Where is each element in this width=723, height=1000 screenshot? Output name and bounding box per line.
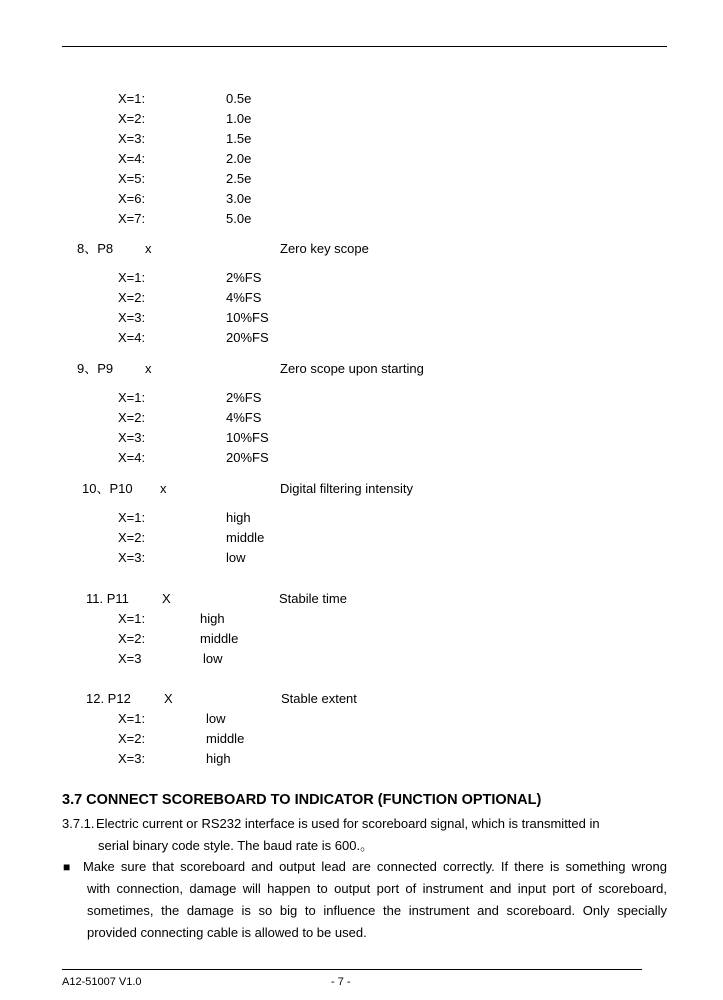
- option-value: 4%FS: [226, 410, 262, 425]
- option-value: middle: [200, 631, 239, 646]
- option-key: X=6:: [118, 191, 146, 206]
- param-x: x: [145, 361, 152, 376]
- option-key: X=1:: [118, 390, 146, 405]
- option-key: X=4:: [118, 330, 146, 345]
- option-value: 4%FS: [226, 290, 262, 305]
- item-text-line2: serial binary code style. The baud rate is 600.。: [98, 838, 374, 853]
- option-key: X=3:: [118, 550, 146, 565]
- param-title: Zero key scope: [280, 241, 369, 256]
- option-value: 20%FS: [226, 450, 269, 465]
- param-x: x: [160, 481, 167, 496]
- option-value: high: [200, 611, 225, 626]
- option-key: X=3:: [118, 310, 146, 325]
- param-title: Digital filtering intensity: [280, 481, 413, 496]
- option-value: high: [226, 510, 251, 525]
- option-value: 3.0e: [226, 191, 252, 206]
- param-title: Zero scope upon starting: [280, 361, 424, 376]
- param-x: X: [164, 691, 173, 706]
- option-key: X=4:: [118, 151, 146, 166]
- option-value: low: [203, 651, 223, 666]
- option-key: X=1:: [118, 611, 146, 626]
- option-key: X=2:: [118, 410, 146, 425]
- option-key: X=3:: [118, 430, 146, 445]
- option-value: 2%FS: [226, 390, 262, 405]
- option-key: X=7:: [118, 211, 146, 226]
- param-x: x: [145, 241, 152, 256]
- option-value: 1.5e: [226, 131, 252, 146]
- option-value: middle: [226, 530, 265, 545]
- option-value: 2.5e: [226, 171, 252, 186]
- option-value: low: [226, 550, 246, 565]
- option-key: X=2:: [118, 111, 146, 126]
- option-value: low: [206, 711, 226, 726]
- footer-rule: [62, 969, 642, 970]
- option-key: X=3: [118, 651, 142, 666]
- param-number: 11. P11: [86, 591, 129, 606]
- option-key: X=2:: [118, 631, 146, 646]
- option-key: X=2:: [118, 290, 146, 305]
- option-value: 20%FS: [226, 330, 269, 345]
- bullet-icon: ■: [63, 860, 71, 874]
- option-value: high: [206, 751, 231, 766]
- option-value: 2%FS: [226, 270, 262, 285]
- item-text-line1: Electric current or RS232 interface is used for scoreboard signal, which is transmitted in: [96, 816, 600, 831]
- option-key: X=1:: [118, 270, 146, 285]
- option-value: 10%FS: [226, 310, 269, 325]
- param-number: 10、P10: [82, 481, 133, 496]
- param-x: X: [162, 591, 171, 606]
- option-key: X=1:: [118, 91, 146, 106]
- header-rule: [62, 46, 667, 47]
- option-key: X=1:: [118, 510, 146, 525]
- option-value: 0.5e: [226, 91, 252, 106]
- bullet-line: Make sure that scoreboard and output lead are connected correctly. If there is something wrong: [83, 859, 667, 874]
- option-key: X=3:: [118, 751, 146, 766]
- section-heading: 3.7 CONNECT SCOREBOARD TO INDICATOR (FUNCTION OPTIONAL): [62, 792, 542, 808]
- bullet-paragraph: [83, 856, 667, 944]
- param-number: 9、P9: [77, 361, 114, 376]
- footer-doc-id: A12-51007 V1.0: [62, 976, 142, 988]
- param-number: 12. P12: [86, 691, 131, 706]
- param-number: 8、P8: [77, 241, 114, 256]
- option-key: X=4:: [118, 450, 146, 465]
- option-key: X=2:: [118, 530, 146, 545]
- option-value: 5.0e: [226, 211, 252, 226]
- option-key: X=1:: [118, 711, 146, 726]
- option-value: middle: [206, 731, 245, 746]
- option-key: X=3:: [118, 131, 146, 146]
- option-key: X=2:: [118, 731, 146, 746]
- param-title: Stabile time: [279, 591, 347, 606]
- option-value: 1.0e: [226, 111, 252, 126]
- bullet-line: with connection, damage will happen to output port of instrument and input port of scoreboard,: [87, 881, 667, 896]
- option-value: 2.0e: [226, 151, 252, 166]
- option-value: 10%FS: [226, 430, 269, 445]
- bullet-line: provided connecting cable is allowed to be used.: [87, 925, 367, 940]
- bullet-line: sometimes, the damage is so big to influence the instrument and scoreboard. Only specially: [87, 903, 667, 918]
- param-title: Stable extent: [281, 691, 357, 706]
- footer-page-number: - 7 -: [331, 976, 351, 988]
- item-number: 3.7.1.: [62, 816, 95, 831]
- option-key: X=5:: [118, 171, 146, 186]
